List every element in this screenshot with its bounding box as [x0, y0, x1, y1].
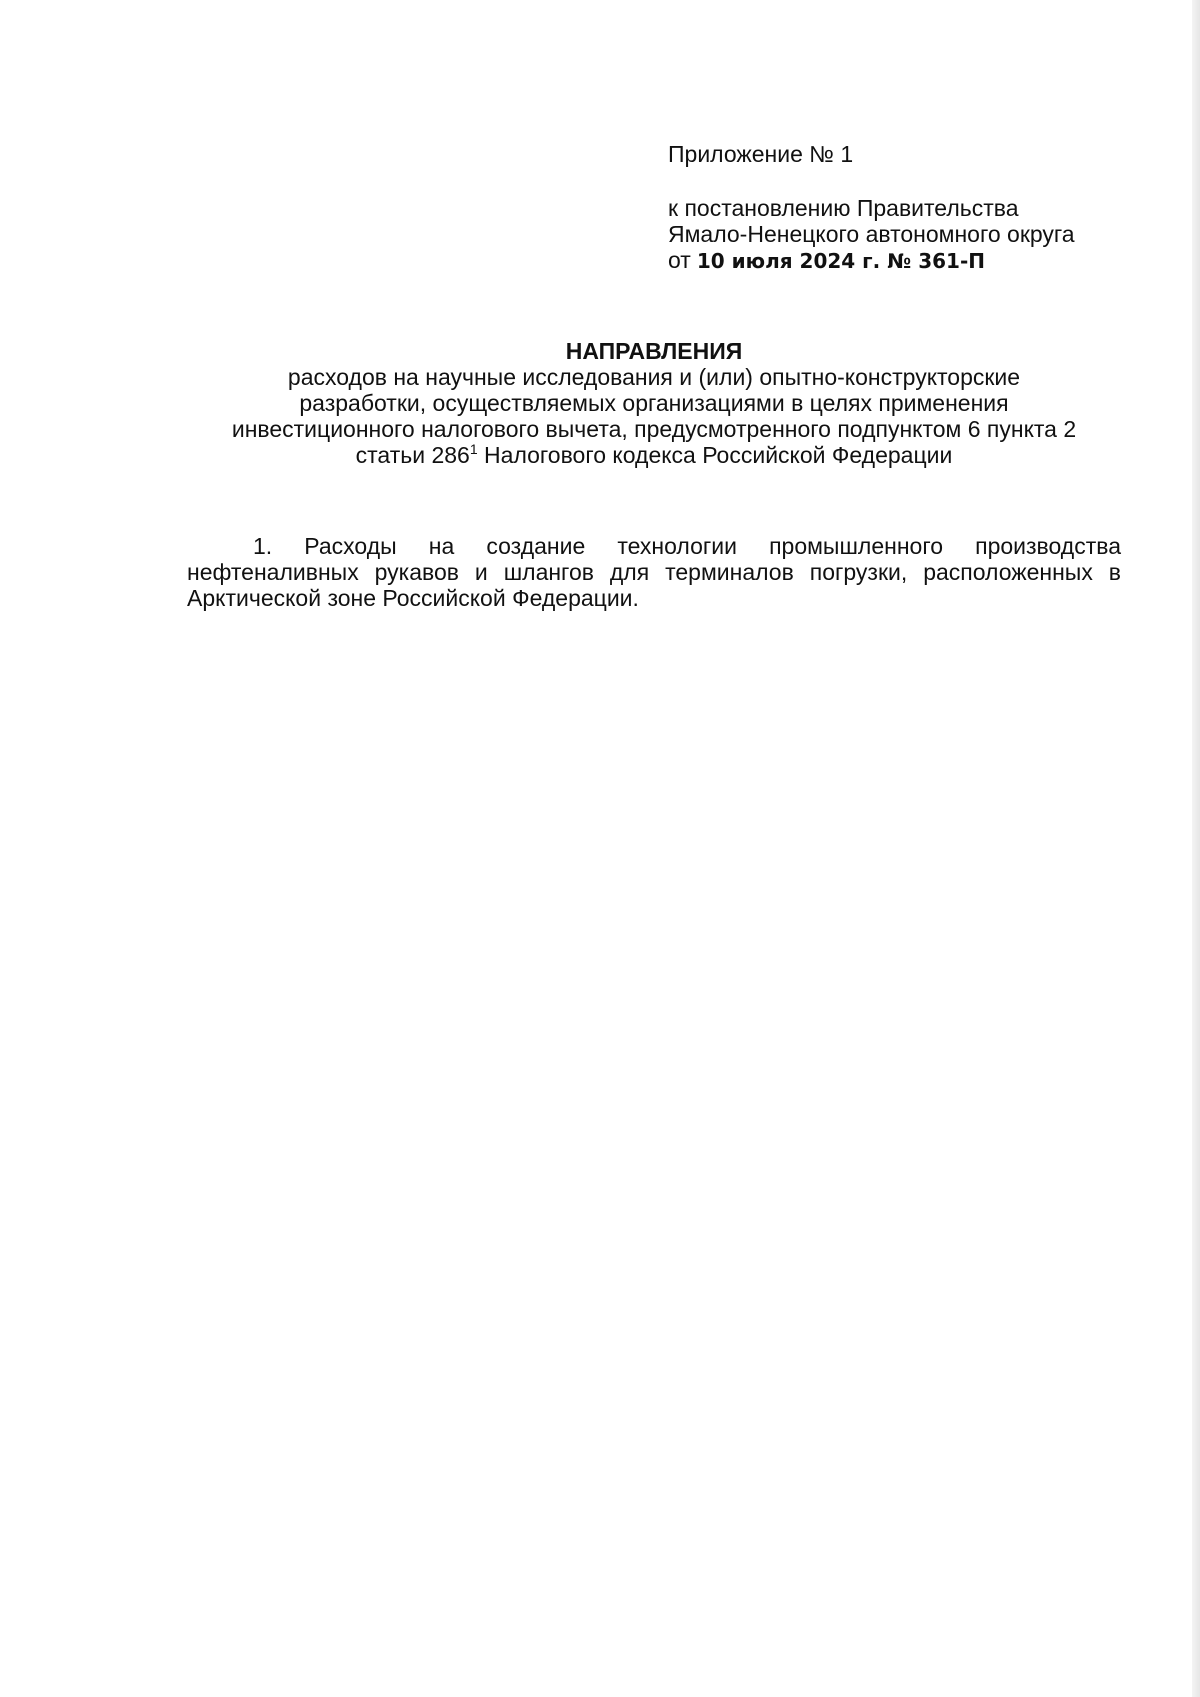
document-subtitle-line: разработки, осуществляемых организациями в целях применения	[299, 390, 1009, 416]
appendix-resolution-line: к постановлению Правительства	[668, 195, 1019, 221]
appendix-title: Приложение № 1	[668, 141, 854, 167]
document-subtitle-line-last	[180, 442, 1128, 468]
article-superscript: 1	[469, 441, 478, 457]
subtitle-text-before: статьи 286	[355, 442, 470, 468]
appendix-header	[668, 141, 1148, 274]
appendix-region-line: Ямало-Ненецкого автономного округа	[668, 221, 1075, 247]
document-title-block	[180, 338, 1128, 468]
document-subtitle-line: расходов на научные исследования и (или) опытно-конструкторские	[287, 364, 1021, 390]
document-title: НАПРАВЛЕНИЯ	[565, 338, 743, 364]
page-edge-shadow	[1192, 0, 1200, 1697]
appendix-date-value: 10 июля 2024 г. № 361-П	[696, 249, 985, 273]
list-item: 1. Расходы на создание технологии промышленного производства нефтеналивных рукавов и шлангов для терминалов погрузки, расположенных в Арктической зоне Российской Федерации.	[187, 533, 1121, 611]
appendix-date-prefix: от	[668, 247, 691, 273]
appendix-date-line	[668, 247, 1148, 274]
subtitle-text-after: Налогового кодекса Российской Федерации	[477, 442, 953, 468]
document-subtitle-line: инвестиционного налогового вычета, предусмотренного подпунктом 6 пункта 2	[231, 416, 1077, 442]
